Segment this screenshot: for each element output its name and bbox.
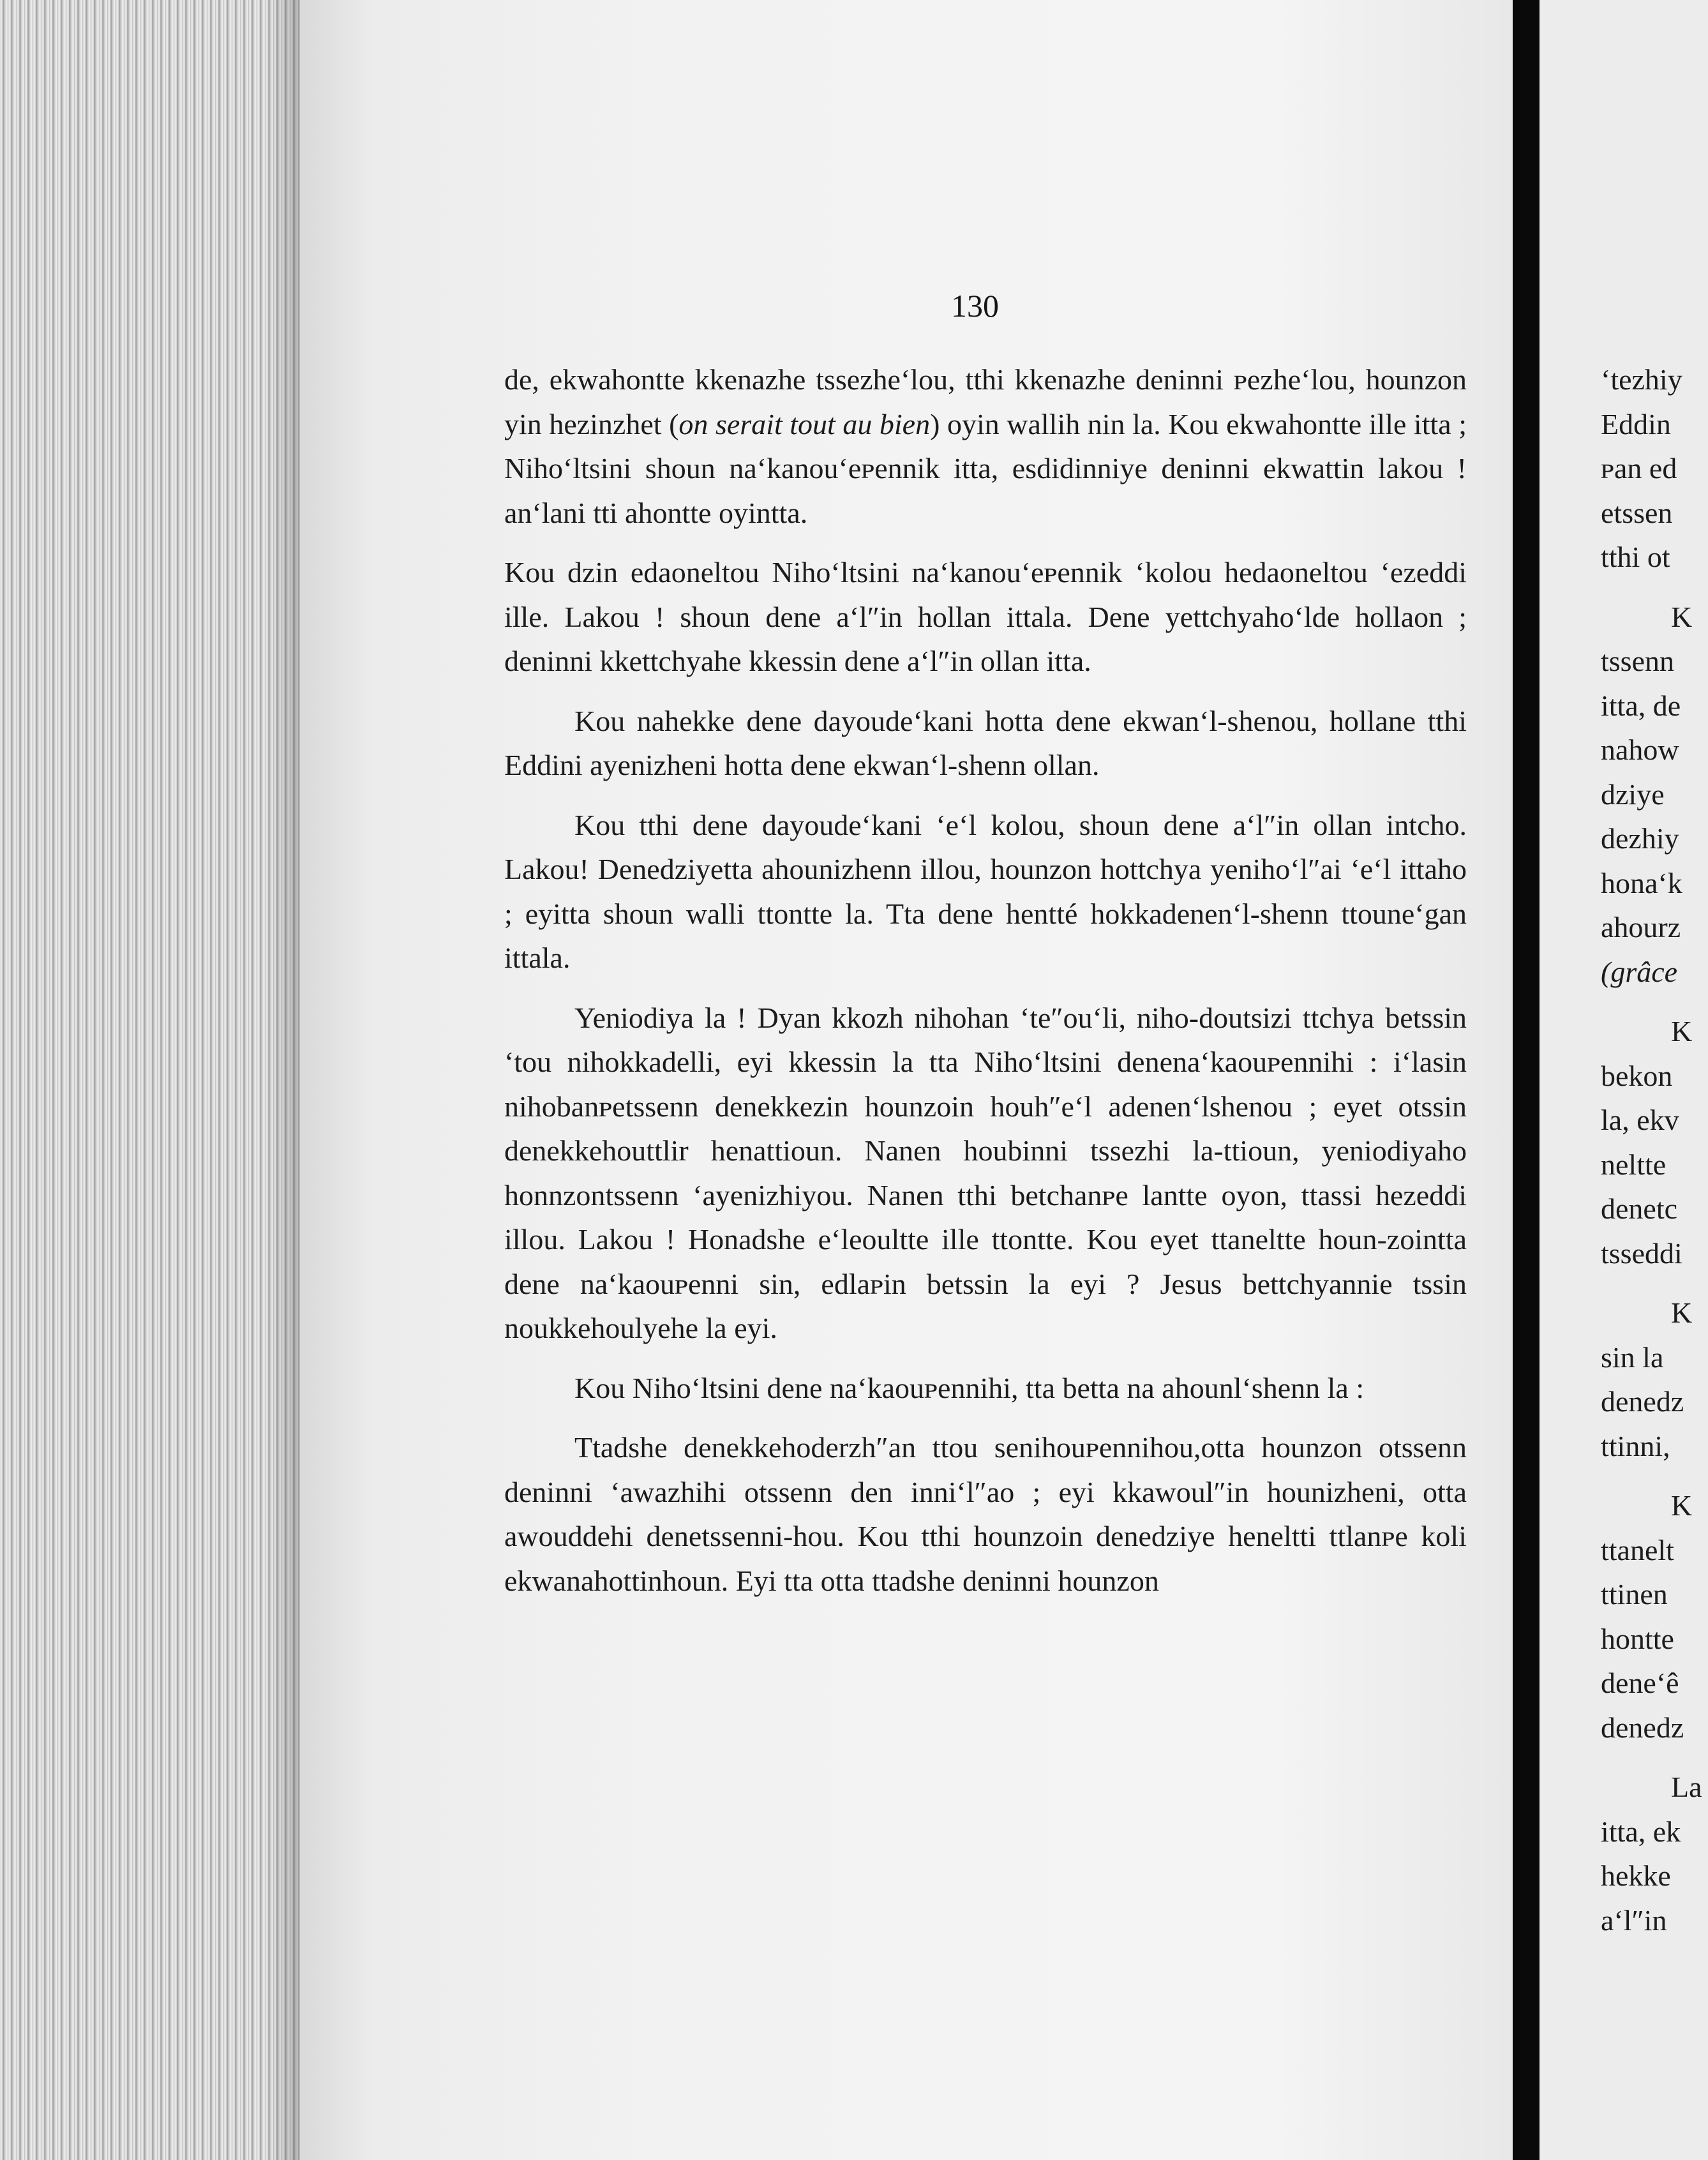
book-gutter [1513,0,1539,2160]
right-page-line: K [1671,1296,1693,1329]
paragraph-1-text-a: de, ekwahontte kkenazhe tssezhe‘lou, tthi kkenazhe deninni ᴘezhe‘lou, hounzon yin hezinzhet ( [504,363,1467,440]
right-page-line: ttinen [1601,1578,1668,1610]
right-page-line: tthi ot [1601,541,1670,573]
right-page-line: ‘tezhiy [1601,363,1682,396]
right-page-line: ahourz [1601,911,1681,943]
right-page-line: itta, de [1601,689,1681,722]
right-page-line: la, ekv [1601,1104,1679,1136]
right-page-line: ttanelt [1601,1533,1674,1566]
right-page-line: a‘l″in [1601,1903,1667,1937]
right-page-text [1601,357,1708,1942]
right-page-line: tsseddi [1601,1236,1682,1270]
paragraph-gap [1601,1750,1708,1765]
right-page-line: itta, ek [1601,1815,1681,1848]
right-page-line: hona‘k [1601,866,1682,899]
paragraph-3: Kou nahekke dene dayoude‘kani hotta dene ekwan‘l-shenou, hollane tthi Eddini ayenizheni hotta dene ekwan‘l-shenn ollan. [504,704,1467,781]
main-text-body [504,357,1467,1618]
right-page-line: dziye [1601,777,1665,811]
paragraph-1-italic: on serait tout au bien [678,407,931,440]
right-page-line: hontte [1601,1622,1674,1655]
right-page-line: denedz [1601,1711,1684,1744]
right-page-line: (grâce [1601,955,1678,988]
right-page-line: La [1671,1771,1702,1803]
right-page-line: Eddin [1601,407,1671,440]
paragraph-7: Ttadshe denekkehoderzh″an ttou senihouᴘennihou,otta hounzon otssenn deninni ‘awazhihi otssenn den inni‘l″ao ; eyi kkawoul″in hounizheni, otta awouddehi denetssenni-hou. Kou tthi hounzoin denedziye heneltti ttlanᴘe koli ekwanahottinhoun. Eyi tta otta ttadshe deninni hounzon [504,1431,1467,1597]
paragraph-6: Kou Niho‘ltsini dene na‘kaouᴘennihi, tta betta na ahounl‘shenn la : [574,1371,1365,1404]
paragraph-gap [1601,994,1708,1009]
right-page-line: ᴘan ed [1601,452,1677,484]
right-page-line: dezhiy [1601,822,1679,855]
right-page-line: hekke [1601,1859,1671,1892]
paragraph-1 [504,357,1467,535]
paragraph-4: Kou tthi dene dayoude‘kani ‘e‘l kolou, shoun dene a‘l″in ollan intcho. Lakou! Denedziyetta ahounizhenn illou, hounzon hottchya yeniho‘l″ai ‘e‘l ittaho ; eyitta shoun walli ttontte la. Tta dene hentté hokkadenen‘l-shenn ttoune‘gan ittala. [504,808,1467,974]
right-page-line: tssenn [1601,645,1674,677]
right-page-line: etssen [1601,496,1673,529]
right-page-line: denedz [1601,1385,1684,1418]
paragraph-gap [1601,1275,1708,1291]
right-page-line: denetc [1601,1192,1678,1225]
paragraph-1-text-b: ) oyin wallih nin la. Kou ekwahontte ille itta ; Niho‘ltsini shoun na‘kanou‘eᴘennik itta, esdidinniye deninni ekwattin lakou ! an‘lani tti ahontte oyintta. [504,407,1467,529]
right-page-line: K [1671,1489,1693,1522]
right-page-line: K [1671,600,1693,633]
right-page-line: neltte [1601,1148,1667,1181]
page-number: 130 [951,288,999,324]
right-page-line: sin la [1601,1340,1664,1374]
paragraph-5: Yeniodiya la ! Dyan kkozh nihohan ‘te″ou‘li, niho-doutsizi ttchya betssin ‘tou nihokkadelli, eyi kkessin la tta Niho‘ltsini denena‘kaouᴘennihi : i‘lasin nihobanᴘetssenn denekkezin hounzoin houh″e‘l adenen‘lshenou ; eyet otssin denekkehouttlir henattioun. Nanen houbinni tssezhi la-ttioun, yeniodiyaho honnzontssenn ‘ayenizhiyou. Nanen tthi betchanᴘe lantte oyon, ttassi hezeddi illou. Lakou ! Honadshe e‘leoultte ille ttontte. Kou eyet ttaneltte houn-zointta dene na‘kaouᴘenni sin, edlaᴘin betssin la eyi ? Jesus bettchyannie tssin noukkehoulyehe la eyi. [504,1001,1467,1344]
right-page-line: dene‘ê [1601,1667,1679,1699]
paragraph-gap [1601,580,1708,595]
right-page-line: nahow [1601,733,1679,766]
paragraph-2: Kou dzin edaoneltou Niho‘ltsini na‘kanou‘eᴘennik ‘kolou hedaoneltou ‘ezeddi ille. Lakou ! shoun dene a‘l″in hollan ittala. Dene yettchyaho‘lde hollaon ; deninni kkettchyahe kkessin dene a‘l″in ollan itta. [504,556,1467,677]
right-page-line: bekon [1601,1059,1673,1092]
right-page-line: ttinni, [1601,1429,1670,1462]
page-stack-edge [0,0,300,2160]
paragraph-gap [1601,1468,1708,1483]
right-page-line: K [1671,1015,1693,1047]
